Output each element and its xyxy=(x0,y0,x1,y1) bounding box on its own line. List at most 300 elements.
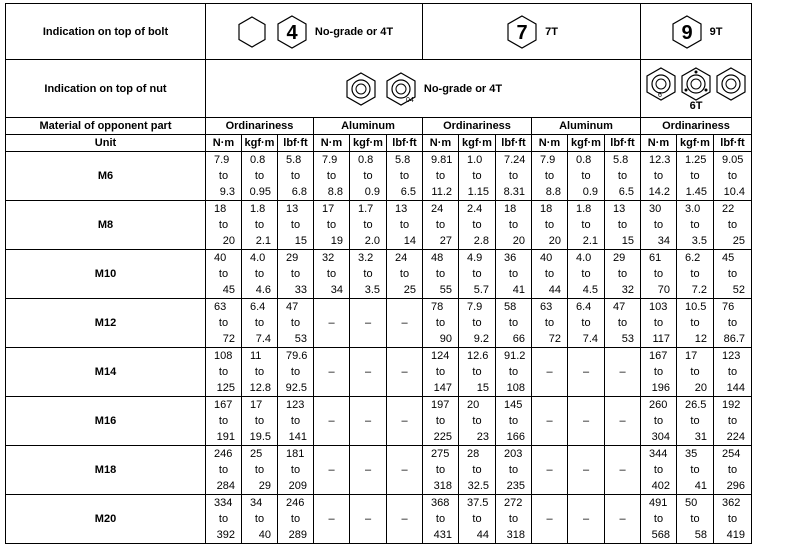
torque-cell xyxy=(568,201,605,250)
range-min: 79.6 xyxy=(286,350,308,362)
range-separator: to xyxy=(435,268,446,280)
range-separator: to xyxy=(435,464,446,476)
nut-mark-6: 6 xyxy=(658,91,662,99)
empty-cell: – xyxy=(350,446,387,495)
torque-cell xyxy=(206,348,242,397)
hex-nut-dots-icon xyxy=(679,66,713,102)
range-separator: to xyxy=(435,219,446,231)
torque-cell xyxy=(714,201,752,250)
bolt-size-label: M12 xyxy=(6,299,206,348)
range-max: 296 xyxy=(726,480,745,492)
range-max: 235 xyxy=(506,480,525,492)
range-min: 1.7 xyxy=(358,203,374,215)
range-max: 6.5 xyxy=(400,186,416,198)
torque-cell xyxy=(532,299,568,348)
range-separator: to xyxy=(727,415,738,427)
nut-group-6t xyxy=(641,60,752,118)
range-max: 191 xyxy=(216,431,235,443)
torque-cell xyxy=(387,152,423,201)
range-separator: to xyxy=(472,513,482,525)
range-min: 18 xyxy=(504,203,517,215)
torque-cell xyxy=(206,201,242,250)
range-separator: to xyxy=(326,219,337,231)
range-separator: to xyxy=(727,268,738,280)
torque-cell xyxy=(423,299,459,348)
range-max: 289 xyxy=(288,529,307,541)
range-min: 63 xyxy=(214,301,227,313)
hex-nut-plain-icon xyxy=(714,66,748,102)
empty-cell: – xyxy=(568,495,605,544)
range-separator: to xyxy=(254,268,265,280)
unit-header: N·m xyxy=(206,135,242,152)
torque-cell xyxy=(314,152,350,201)
range-separator: to xyxy=(508,170,519,182)
range-max: 44 xyxy=(548,284,561,296)
torque-cell xyxy=(278,250,314,299)
torque-cell xyxy=(641,348,677,397)
range-max: 3.5 xyxy=(691,235,707,247)
empty-cell: – xyxy=(532,446,568,495)
torque-cell xyxy=(641,152,677,201)
torque-cell xyxy=(459,201,496,250)
torque-cell xyxy=(350,250,387,299)
range-separator: to xyxy=(290,219,301,231)
torque-cell xyxy=(714,397,752,446)
range-max: 70 xyxy=(657,284,670,296)
hex-head-mark-7-icon xyxy=(505,14,539,50)
torque-cell xyxy=(459,495,496,544)
range-max: 8.8 xyxy=(327,186,343,198)
range-max: 304 xyxy=(651,431,670,443)
range-separator: to xyxy=(508,366,519,378)
range-min: 36 xyxy=(504,252,517,264)
bolt-size-label: M16 xyxy=(6,397,206,446)
range-max: 0.9 xyxy=(582,186,598,198)
torque-cell xyxy=(496,152,532,201)
empty-cell: – xyxy=(387,348,423,397)
range-separator: to xyxy=(254,513,265,525)
hex-head-mark-9-icon xyxy=(670,14,704,50)
range-min: 103 xyxy=(649,301,668,313)
range-max: 53 xyxy=(294,333,307,345)
range-max: 20 xyxy=(222,235,235,247)
range-min: 260 xyxy=(649,399,668,411)
torque-cell xyxy=(423,397,459,446)
range-max: 32.5 xyxy=(467,480,489,492)
bolt-size-label: M20 xyxy=(6,495,206,544)
empty-cell: – xyxy=(387,495,423,544)
range-min: 40 xyxy=(540,252,553,264)
range-separator: to xyxy=(218,464,229,476)
range-min: 91.2 xyxy=(504,350,526,362)
range-min: 9.81 xyxy=(431,154,453,166)
torque-cell xyxy=(278,446,314,495)
range-separator: to xyxy=(508,464,519,476)
torque-cell xyxy=(641,495,677,544)
bolt-group-4t xyxy=(206,4,423,60)
range-separator: to xyxy=(508,268,519,280)
empty-cell: – xyxy=(568,348,605,397)
range-min: 22 xyxy=(722,203,735,215)
nut-grade-label-4t: No-grade or 4T xyxy=(423,82,503,95)
range-separator: to xyxy=(218,513,229,525)
bolt-grade-label-4t: No-grade or 4T xyxy=(314,25,394,38)
empty-cell: – xyxy=(314,495,350,544)
range-max: 7.2 xyxy=(691,284,707,296)
torque-cell xyxy=(496,299,532,348)
range-min: 246 xyxy=(286,497,305,509)
torque-cell xyxy=(350,152,387,201)
range-min: 7.9 xyxy=(540,154,556,166)
range-separator: to xyxy=(617,317,628,329)
range-min: 20 xyxy=(467,399,480,411)
range-min: 254 xyxy=(722,448,741,460)
range-min: 76 xyxy=(722,301,735,313)
range-separator: to xyxy=(218,317,229,329)
range-max: 53 xyxy=(621,333,634,345)
range-min: 334 xyxy=(214,497,233,509)
range-max: 392 xyxy=(216,529,235,541)
range-max: 117 xyxy=(652,333,670,345)
range-max: 1.45 xyxy=(685,186,707,198)
range-max: 125 xyxy=(216,382,235,394)
range-min: 32 xyxy=(322,252,335,264)
empty-cell: – xyxy=(532,348,568,397)
range-max: 72 xyxy=(222,333,235,345)
unit-header: lbf·ft xyxy=(387,135,423,152)
unit-header: kgf·m xyxy=(350,135,387,152)
bolt-size-label: M18 xyxy=(6,446,206,495)
bolt-group-9t xyxy=(641,4,752,60)
range-min: 47 xyxy=(286,301,299,313)
unit-header: lbf·ft xyxy=(496,135,532,152)
range-separator: to xyxy=(544,170,555,182)
range-max: 12 xyxy=(694,333,707,345)
torque-cell xyxy=(496,397,532,446)
torque-cell xyxy=(278,495,314,544)
range-min: 1.8 xyxy=(250,203,266,215)
torque-cell xyxy=(714,495,752,544)
range-separator: to xyxy=(218,268,229,280)
range-min: 192 xyxy=(722,399,741,411)
range-separator: to xyxy=(326,268,337,280)
range-min: 145 xyxy=(504,399,523,411)
torque-cell xyxy=(459,348,496,397)
range-separator: to xyxy=(472,219,482,231)
range-separator: to xyxy=(617,268,628,280)
range-min: 0.8 xyxy=(576,154,592,166)
empty-cell: – xyxy=(605,495,641,544)
range-max: 225 xyxy=(433,431,452,443)
range-min: 167 xyxy=(649,350,668,362)
range-min: 4.0 xyxy=(576,252,592,264)
hex-nut-6-icon xyxy=(644,66,678,102)
range-max: 92.5 xyxy=(285,382,307,394)
range-max: 1.15 xyxy=(467,186,489,198)
range-separator: to xyxy=(544,268,555,280)
torque-table xyxy=(5,3,752,544)
torque-cell xyxy=(459,152,496,201)
torque-cell xyxy=(278,152,314,201)
torque-cell xyxy=(605,152,641,201)
range-min: 3.2 xyxy=(358,252,374,264)
torque-cell xyxy=(206,446,242,495)
range-min: 181 xyxy=(286,448,305,460)
range-min: 48 xyxy=(431,252,444,264)
range-max: 318 xyxy=(506,529,525,541)
empty-cell: – xyxy=(532,495,568,544)
range-separator: to xyxy=(690,415,700,427)
range-separator: to xyxy=(581,268,591,280)
bolt-grade-label-7t: 7T xyxy=(545,25,558,38)
range-max: 31 xyxy=(694,431,707,443)
range-min: 24 xyxy=(431,203,444,215)
torque-cell xyxy=(423,495,459,544)
range-separator: to xyxy=(254,415,265,427)
range-min: 10.5 xyxy=(685,301,707,313)
table-row xyxy=(6,446,752,495)
range-min: 78 xyxy=(431,301,444,313)
range-max: 6.8 xyxy=(291,186,307,198)
range-min: 2.4 xyxy=(467,203,483,215)
empty-cell: – xyxy=(314,348,350,397)
range-separator: to xyxy=(544,317,555,329)
table-row xyxy=(6,397,752,446)
material-header: Aluminum xyxy=(532,118,641,135)
torque-cell xyxy=(242,397,278,446)
range-min: 11 xyxy=(250,350,262,362)
range-min: 18 xyxy=(540,203,553,215)
unit-header: lbf·ft xyxy=(714,135,752,152)
empty-cell: – xyxy=(387,446,423,495)
range-min: 0.8 xyxy=(358,154,374,166)
range-max: 20 xyxy=(512,235,525,247)
range-separator: to xyxy=(472,415,482,427)
range-max: 224 xyxy=(726,431,745,443)
range-min: 7.9 xyxy=(322,154,338,166)
range-min: 491 xyxy=(649,497,668,509)
range-separator: to xyxy=(363,170,373,182)
range-max: 3.5 xyxy=(364,284,380,296)
torque-cell xyxy=(714,348,752,397)
range-max: 108 xyxy=(506,382,525,394)
range-separator: to xyxy=(472,366,482,378)
range-max: 15 xyxy=(294,235,307,247)
nut-group-4t xyxy=(206,60,641,118)
range-min: 4.9 xyxy=(467,252,483,264)
range-min: 203 xyxy=(504,448,523,460)
range-max: 25 xyxy=(403,284,416,296)
range-min: 1.0 xyxy=(467,154,483,166)
empty-cell: – xyxy=(314,299,350,348)
range-max: 33 xyxy=(294,284,307,296)
range-max: 419 xyxy=(726,529,745,541)
torque-cell xyxy=(423,201,459,250)
range-separator: to xyxy=(254,366,265,378)
range-separator: to xyxy=(290,513,301,525)
range-max: 2.8 xyxy=(473,235,489,247)
torque-cell xyxy=(459,397,496,446)
range-min: 108 xyxy=(214,350,233,362)
range-min: 5.8 xyxy=(286,154,302,166)
material-header: Aluminum xyxy=(314,118,423,135)
range-separator: to xyxy=(435,170,446,182)
range-min: 4.0 xyxy=(250,252,266,264)
torque-cell xyxy=(677,495,714,544)
range-min: 167 xyxy=(214,399,233,411)
range-separator: to xyxy=(617,170,628,182)
bolt-grade-label-9t: 9T xyxy=(709,25,723,38)
range-min: 246 xyxy=(214,448,233,460)
torque-cell xyxy=(423,152,459,201)
range-min: 12.6 xyxy=(467,350,489,362)
range-max: 8.8 xyxy=(545,186,561,198)
range-max: 9.3 xyxy=(219,186,235,198)
range-max: 209 xyxy=(288,480,307,492)
torque-cell xyxy=(206,397,242,446)
range-separator: to xyxy=(472,268,482,280)
range-separator: to xyxy=(581,170,591,182)
range-separator: to xyxy=(218,366,229,378)
range-separator: to xyxy=(653,415,664,427)
range-separator: to xyxy=(218,219,229,231)
range-max: 45 xyxy=(222,284,235,296)
torque-cell xyxy=(314,201,350,250)
torque-cell xyxy=(605,250,641,299)
torque-cell xyxy=(496,348,532,397)
torque-cell xyxy=(459,446,496,495)
range-max: 66 xyxy=(512,333,525,345)
range-max: 4.6 xyxy=(255,284,271,296)
range-min: 7.24 xyxy=(504,154,526,166)
nut-indication-label: Indication on top of nut xyxy=(6,60,206,118)
range-max: 15 xyxy=(621,235,634,247)
range-separator: to xyxy=(254,170,265,182)
torque-cell xyxy=(714,299,752,348)
torque-cell xyxy=(605,299,641,348)
bolt-indication-row xyxy=(6,4,752,60)
bolt-size-label: M14 xyxy=(6,348,206,397)
torque-cell xyxy=(387,201,423,250)
torque-cell xyxy=(350,201,387,250)
range-separator: to xyxy=(690,170,700,182)
range-separator: to xyxy=(326,170,337,182)
torque-cell xyxy=(278,299,314,348)
range-separator: to xyxy=(399,268,410,280)
empty-cell: – xyxy=(387,397,423,446)
torque-cell xyxy=(568,299,605,348)
range-separator: to xyxy=(254,464,265,476)
range-separator: to xyxy=(290,268,301,280)
range-separator: to xyxy=(254,317,265,329)
range-min: 29 xyxy=(286,252,299,264)
range-separator: to xyxy=(690,268,700,280)
torque-cell xyxy=(496,201,532,250)
range-min: 29 xyxy=(613,252,626,264)
range-separator: to xyxy=(653,464,664,476)
range-max: 2.0 xyxy=(364,235,380,247)
material-row xyxy=(6,118,752,135)
table-row xyxy=(6,348,752,397)
torque-cell xyxy=(242,348,278,397)
range-separator: to xyxy=(727,513,738,525)
empty-cell: – xyxy=(314,446,350,495)
range-separator: to xyxy=(653,513,664,525)
range-max: 166 xyxy=(506,431,525,443)
torque-cell xyxy=(677,397,714,446)
range-separator: to xyxy=(727,170,738,182)
range-separator: to xyxy=(399,219,410,231)
range-min: 6.4 xyxy=(250,301,266,313)
torque-cell xyxy=(496,495,532,544)
range-separator: to xyxy=(435,366,446,378)
range-min: 368 xyxy=(431,497,450,509)
range-max: 23 xyxy=(476,431,489,443)
torque-cell xyxy=(278,397,314,446)
torque-cell xyxy=(459,299,496,348)
range-min: 5.8 xyxy=(395,154,411,166)
bolt-indication-label: Indication on top of bolt xyxy=(6,4,206,60)
hex-head-mark-4-icon xyxy=(275,14,309,50)
range-separator: to xyxy=(254,219,265,231)
range-separator: to xyxy=(472,464,482,476)
range-min: 362 xyxy=(722,497,741,509)
range-min: 61 xyxy=(649,252,662,264)
range-max: 147 xyxy=(433,382,452,394)
range-min: 197 xyxy=(431,399,450,411)
range-min: 6.2 xyxy=(685,252,701,264)
range-min: 58 xyxy=(504,301,517,313)
unit-header: N·m xyxy=(532,135,568,152)
range-max: 10.4 xyxy=(723,186,745,198)
empty-cell: – xyxy=(350,397,387,446)
torque-cell xyxy=(387,250,423,299)
range-min: 30 xyxy=(649,203,662,215)
torque-cell xyxy=(605,201,641,250)
bolt-group-7t xyxy=(423,4,641,60)
table-row xyxy=(6,250,752,299)
torque-cell xyxy=(278,201,314,250)
range-separator: to xyxy=(218,170,229,182)
range-min: 40 xyxy=(214,252,227,264)
empty-cell: – xyxy=(605,446,641,495)
range-separator: to xyxy=(690,513,700,525)
range-separator: to xyxy=(727,317,738,329)
range-separator: to xyxy=(508,317,519,329)
torque-cell xyxy=(423,250,459,299)
range-min: 123 xyxy=(722,350,741,362)
unit-header: N·m xyxy=(641,135,677,152)
torque-cell xyxy=(242,152,278,201)
unit-row xyxy=(6,135,752,152)
range-max: 14 xyxy=(403,235,416,247)
torque-cell xyxy=(278,348,314,397)
range-separator: to xyxy=(653,268,664,280)
range-max: 44 xyxy=(476,529,489,541)
material-header: Ordinariness xyxy=(641,118,752,135)
range-min: 35 xyxy=(685,448,698,460)
empty-cell: – xyxy=(350,299,387,348)
torque-cell xyxy=(677,348,714,397)
range-min: 344 xyxy=(649,448,668,460)
hex-nut-marked-icon xyxy=(384,71,418,107)
unit-header: lbf·ft xyxy=(605,135,641,152)
range-min: 50 xyxy=(685,497,698,509)
range-max: 90 xyxy=(439,333,452,345)
range-max: 20 xyxy=(548,235,561,247)
range-min: 37.5 xyxy=(467,497,489,509)
range-min: 18 xyxy=(214,203,227,215)
